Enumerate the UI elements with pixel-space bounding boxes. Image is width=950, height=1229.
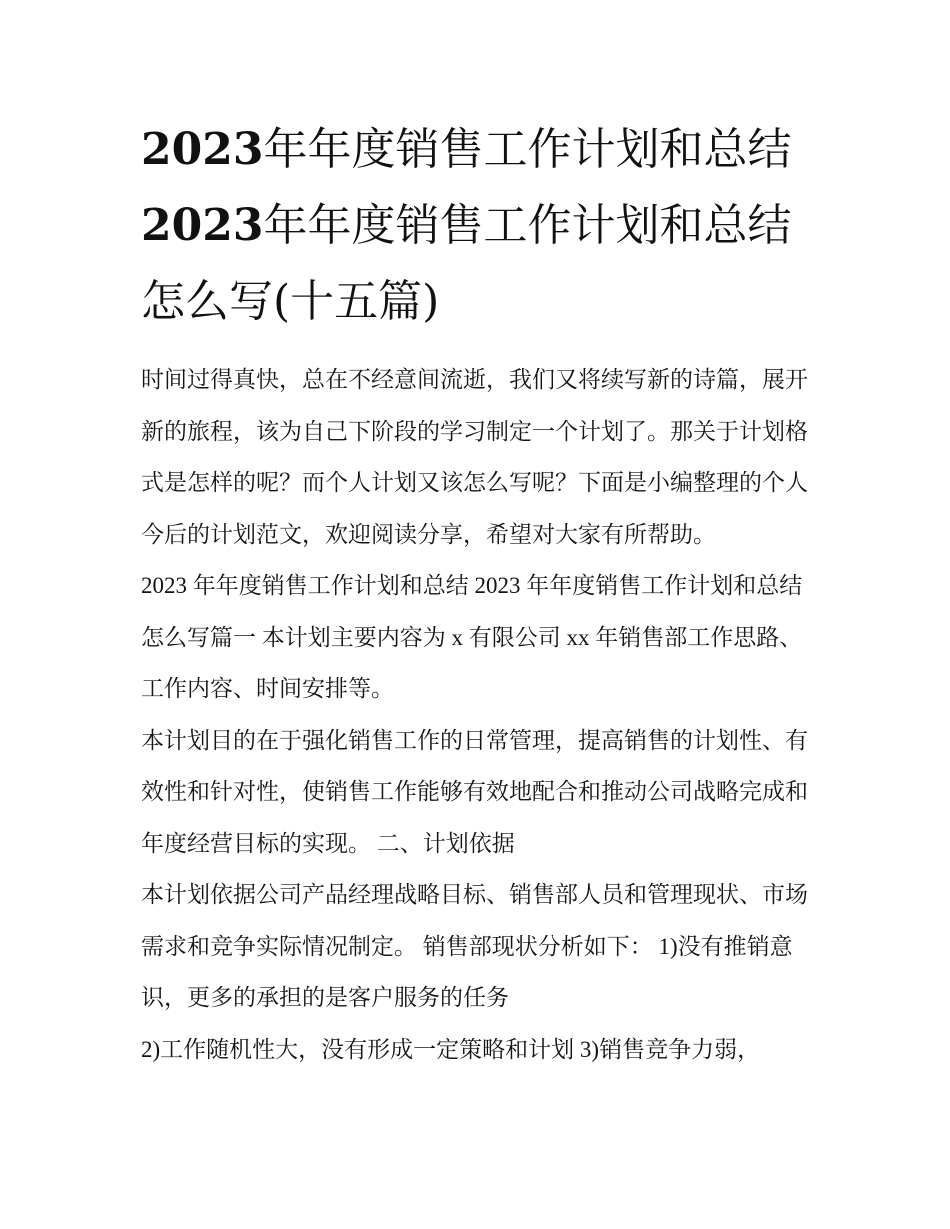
paragraph-plan-purpose: 本计划目的在于强化销售工作的日常管理，提高销售的计划性、有效性和针对性，使销售工作能够有效地配合和推动公司战略完成和年度经营目标的实现。 二、计划依据 [141,727,808,856]
paragraph-intro: 时间过得真快，总在不经意间流逝，我们又将续写新的诗篇，展开新的旅程，该为自己下阶段的学习制定一个计划了。那关于计划格式是怎样的呢？而个人计划又该怎么写呢？下面是小编整理的个人今后的计划范文，欢迎阅读分享，希望对大家有所帮助。 [141,367,808,547]
paragraph-status-analysis: 2)工作随机性大，没有形成一定策略和计划 3)销售竞争力弱， [141,1036,761,1062]
paragraph-plan-basis: 本计划依据公司产品经理战略目标、销售部人员和管理现状、市场需求和竞争实际情况制定。 销售部现状分析如下： 1)没有推销意识，更多的承担的是客户服务的任务 [141,882,808,1010]
document-title [141,112,813,340]
title-text-2: 年年度销售工作计划和总结怎么写(十五篇) [141,200,792,327]
document-body [141,112,813,1075]
title-text-1: 年年度销售工作计划和总结 [263,124,792,175]
paragraph-plan-overview: 2023 年年度销售工作计划和总结 2023 年年度销售工作计划和总结怎么写篇一 本计划主要内容为 x 有限公司 xx 年销售部工作思路、工作内容、时间安排等。 [141,573,803,701]
title-year-2: 2023 [141,200,264,251]
title-year-1: 2023 [141,124,264,175]
